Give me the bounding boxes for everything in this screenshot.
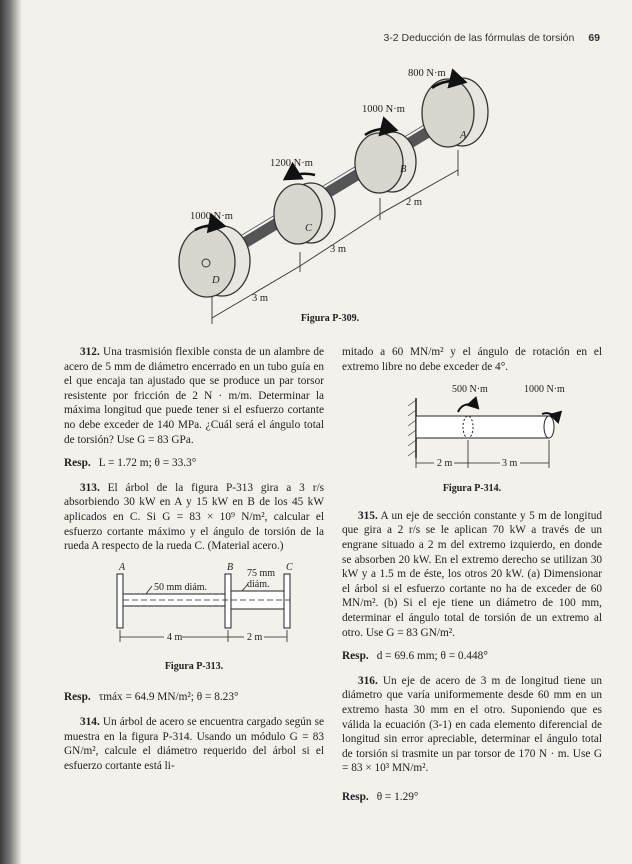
problem-312 bbox=[64, 345, 324, 447]
dim-label-ab: 2 m bbox=[406, 197, 423, 208]
problem-text: Un árbol de acero se encuentra cargado según se muestra en la figura P-314. Usando un módulo G = 83 GN/m², calcule el diámetro requerido del árbol si el esfuerzo cortante está li- bbox=[64, 715, 325, 772]
figure-caption: Figura P-313. bbox=[164, 660, 224, 672]
shaft bbox=[416, 416, 549, 438]
torque-label-500: 500 N·m bbox=[452, 384, 488, 396]
gear-letter-a: A bbox=[460, 130, 467, 141]
problem-text: El árbol de la figura P-313 gira a 3 r/s absorbiendo 30 kW en A y 15 kW en B de los 45 kW aplicados en C. Si G = 83 × 10⁹ N/m², calcular el esfuerzo cortante máximo y el ángulo de torsión de la rueda A respecto de la rueda C. (Material acero.) bbox=[64, 481, 324, 553]
right-column bbox=[342, 345, 602, 814]
length-label-1: 4 m bbox=[167, 631, 183, 643]
left-column bbox=[64, 345, 324, 773]
gear-d bbox=[179, 225, 250, 297]
gear-letter-d: D bbox=[212, 275, 220, 286]
torque-label-b: 1000 N·m bbox=[362, 104, 405, 115]
page-number: 69 bbox=[588, 32, 600, 44]
answer-label: Resp. bbox=[64, 457, 91, 470]
length-label-2: 2 m bbox=[247, 631, 263, 643]
diameter-label-2b: diám. bbox=[247, 578, 270, 590]
answer-313 bbox=[64, 690, 324, 705]
dim-label-cd: 3 m bbox=[252, 293, 269, 304]
length-label-2m: 2 m bbox=[437, 458, 453, 470]
answer-label: Resp. bbox=[64, 691, 91, 704]
torque-label-d: 1000 N·m bbox=[190, 211, 233, 222]
problem-number: 313. bbox=[80, 481, 100, 494]
gear-letter-c: C bbox=[305, 223, 313, 234]
figure-caption: Figura P-314. bbox=[442, 483, 502, 495]
answer-value: L = 1.72 m; θ = 33.3° bbox=[98, 457, 197, 470]
problem-315 bbox=[342, 509, 602, 640]
problem-text: A un eje de sección constante y 5 m de longitud que gira a 2 r/s se le aplican 70 kW a través de un engrane situado a 2 m del extremo izquierdo, en donde se absorben 20 kW. En el extremo derecho se utilizan 30 kW y a 1.5 m de éste, los otros 20 kW. (a) Dimensionar el árbol si el esfuerzo cortante no ha de exceder de 60 MN/m². (b) Si el eje tiene un diámetro de 100 mm, determinar el ángulo total de torsión de un extremo al otro. Use G = 83 GN/m². bbox=[342, 509, 603, 639]
problem-text: Una trasmisión flexible consta de un alambre de acero de 5 mm de diámetro encerrado en un tubo guía en el que encaja tan ajustado que se produce un par torsor resistente por fricción de 2 N · m/m. Determinar la máxima longitud que puede tener si el esfuerzo cortante no debe exceder de 140 MPa. ¿Cuál será el ángulo total de torsión? Use G = 83 GPa. bbox=[64, 346, 324, 446]
problem-number: 314. bbox=[80, 715, 100, 728]
problem-number: 316. bbox=[358, 674, 378, 687]
wheel-c bbox=[284, 574, 290, 628]
answer-label: Resp. bbox=[342, 650, 369, 663]
gear-b bbox=[355, 129, 416, 193]
problem-number: 315. bbox=[358, 509, 378, 522]
answer-316 bbox=[342, 790, 602, 805]
diameter-label-1: 50 mm diám. bbox=[154, 581, 208, 593]
problem-313 bbox=[64, 481, 324, 554]
gear-a bbox=[422, 78, 488, 147]
dim-label-bc: 3 m bbox=[330, 244, 347, 255]
answer-label: Resp. bbox=[342, 790, 369, 803]
problem-number: 312. bbox=[80, 346, 100, 358]
answer-value: τmáx = 64.9 MN/m²; θ = 8.23° bbox=[98, 691, 239, 704]
wheel-letter-b: B bbox=[227, 561, 234, 573]
torque-label-1000: 1000 N·m bbox=[524, 384, 565, 396]
answer-value: d = 69.6 mm; θ = 0.448° bbox=[376, 650, 488, 663]
length-label-3m: 3 m bbox=[502, 458, 518, 470]
wheel-letter-a: A bbox=[119, 561, 126, 573]
answer-315 bbox=[342, 649, 602, 664]
torque-label-a: 800 N·m bbox=[408, 68, 446, 79]
section-title: 3-2 Deducción de las fórmulas de torsión bbox=[383, 32, 575, 44]
problem-314 bbox=[64, 715, 324, 773]
figure-p313 bbox=[64, 560, 324, 658]
figure-caption: Figura P-309. bbox=[300, 313, 360, 324]
torque-label-c: 1200 N·m bbox=[270, 158, 313, 169]
figure-p309 bbox=[0, 0, 632, 340]
wheel-a bbox=[117, 574, 123, 628]
diameter-label-2a: 75 mm bbox=[247, 567, 276, 579]
problem-314-continued: mitado a 60 MN/m² y el ángulo de rotación en el extremo libre no debe exceder de 4°. bbox=[342, 346, 602, 373]
wheel-letter-c: C bbox=[286, 561, 293, 573]
gear-letter-b: B bbox=[400, 164, 407, 175]
answer-312 bbox=[64, 456, 324, 471]
problem-text: Un eje de acero de 3 m de longitud tiene un diámetro que varía uniformemente desde 60 mm en un extremo hasta 30 mm en el otro. Suponiendo que es válida la ecuación (3-1) en cada elemento diferencial de longitud sin error apreciable, determinar el ángulo total de torsión si trasmite un par torsor de 170 N · m. Use G = 83 × 10³ MN/m². bbox=[342, 674, 602, 775]
wheel-b bbox=[225, 574, 231, 628]
figure-p314 bbox=[342, 378, 602, 476]
problem-316 bbox=[342, 674, 602, 776]
answer-value: θ = 1.29° bbox=[376, 790, 419, 803]
